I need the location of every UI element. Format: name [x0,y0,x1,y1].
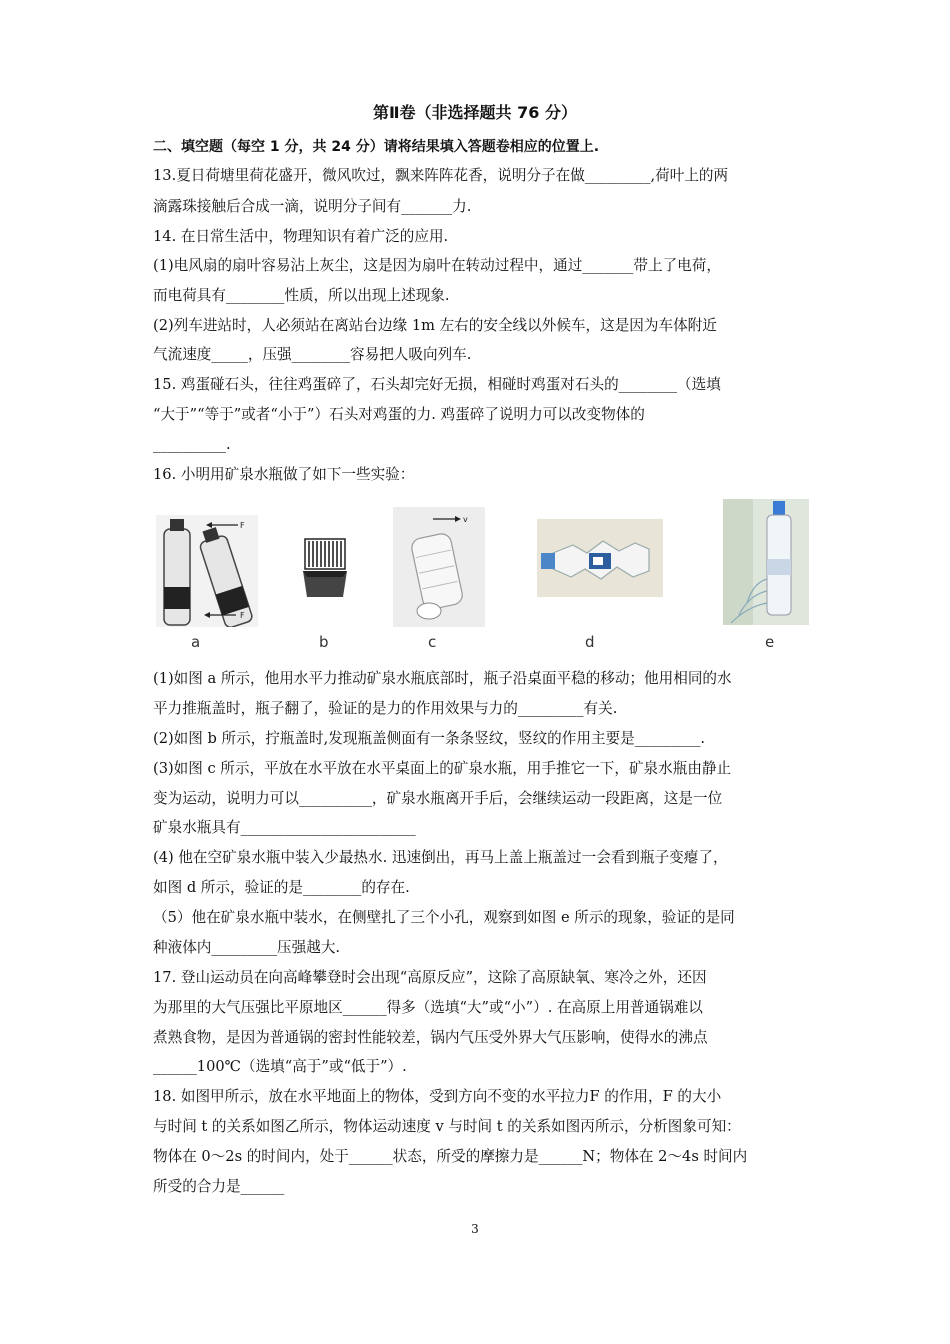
text-line: 滴露珠接触后合成一滴，说明分子间有_______力. [153,198,472,215]
figure-b [299,537,351,599]
text-line: 平力推瓶盖时，瓶子翻了，验证的是力的作用效果与力的_________有关. [153,700,618,717]
text-line: 与时间 t 的关系如图乙所示，物体运动速度 v 与时间 t 的关系如图丙所示，分析图象可知： [153,1118,741,1135]
text-line: 如图 d 所示，验证的是________的存在. [153,879,410,896]
figure-e [723,499,809,625]
crushed-bottle-image [537,519,663,597]
text-line: (1)如图 a 所示，他用水平力推动矿泉水瓶底部时，瓶子沿桌面平稳的移动；他用相同的水 [153,670,732,687]
section-heading: 二、填空题（每空 1 分，共 24 分）请将结果填入答题卷相应的位置上. [153,139,600,155]
water-jet-image [723,499,809,625]
figure-a [156,515,258,627]
figure-d [537,519,663,597]
experiment-figures [153,497,813,657]
text-line: (3)如图 c 所示，平放在水平放在水平桌面上的矿泉水瓶，用手推它一下，矿泉水瓶由静止 [153,760,732,777]
text-line: __________. [153,436,231,453]
text-line: (2)列车进站时，人必须站在离站台边缘 1m 左右的安全线以外候车，这是因为车体附近 [153,317,717,334]
text-line: 14. 在日常生活中，物理知识有着广泛的应用. [153,228,449,245]
bottle-push-image [156,515,258,627]
figure-caption-b: b [319,633,329,651]
text-line: 变为运动，说明力可以__________，矿泉水瓶离开手后，会继续运动一段距离，这是一位 [153,790,723,807]
figure-caption-e: e [765,633,775,651]
text-line: 所受的合力是______ [153,1178,285,1195]
text-line: （5）他在矿泉水瓶中装水，在侧壁扎了三个小孔，观察到如图 e 所示的现象，验证的是同 [153,909,735,926]
text-line: 16. 小明用矿泉水瓶做了如下一些实验： [153,466,415,483]
text-line: 15. 鸡蛋碰石头，往往鸡蛋碎了，石头却完好无损，相碰时鸡蛋对石头的________（选填 [153,376,721,393]
figure-caption-a: a [191,633,201,651]
text-line: 气流速度_____，压强________容易把人吸向列车. [153,346,472,363]
force-label: F [240,521,245,530]
text-line: 煮熟食物，是因为普通锅的密封性能较差，锅内气压受外界大气压影响，使得水的沸点 [153,1029,708,1046]
text-line: (1)电风扇的扇叶容易沾上灰尘，这是因为扇叶在转动过程中，通过_______带上了电荷， [153,257,721,274]
velocity-label: v [463,515,468,524]
text-line: (2)如图 b 所示，拧瓶盖时,发现瓶盖侧面有一条条竖纹，竖纹的作用主要是_________. [153,730,706,747]
text-line: (4) 他在空矿泉水瓶中装入少最热水. 迅速倒出，再马上盖上瓶盖过一会看到瓶子变瘪了， [153,849,728,866]
text-line: 18. 如图甲所示，放在水平地面上的物体，受到方向不变的水平拉力F 的作用，F 的大小 [153,1088,722,1105]
text-line: 物体在 0～2s 的时间内，处于______状态，所受的摩擦力是______N；物体在 2～4s 时间内 [153,1148,748,1165]
text-line: “大于”“等于”或者“小于”）石头对鸡蛋的力. 鸡蛋碎了说明力可以改变物体的 [153,406,645,423]
figure-caption-d: d [585,633,595,651]
figure-c [393,507,485,627]
figure-caption-c: c [428,633,437,651]
text-line: ______100℃（选填“高于”或“低于”）. [153,1058,407,1075]
text-line: 矿泉水瓶具有________________________ [153,819,416,836]
text-line: 为那里的大气压强比平原地区______得多（选填“大”或“小”）. 在高原上用普通锅难以 [153,999,703,1016]
text-line: 13.夏日荷塘里荷花盛开，微风吹过，飘来阵阵花香，说明分子在做_________,荷叶上的两 [153,167,729,184]
text-line: 17. 登山运动员在向高峰攀登时会出现“高原反应”，这除了高原缺氧、寒冷之外，还因 [153,969,707,986]
page-title: 第Ⅱ卷（非选择题共 76 分） [373,103,577,122]
text-line: 种液体内_________压强越大. [153,939,341,956]
text-line: 而电荷具有________性质，所以出现上述现象. [153,287,450,304]
page-number: 3 [471,1222,479,1236]
force-label: F [240,611,245,620]
rolling-bottle-image [393,507,485,627]
bottle-cap-image [299,537,351,599]
